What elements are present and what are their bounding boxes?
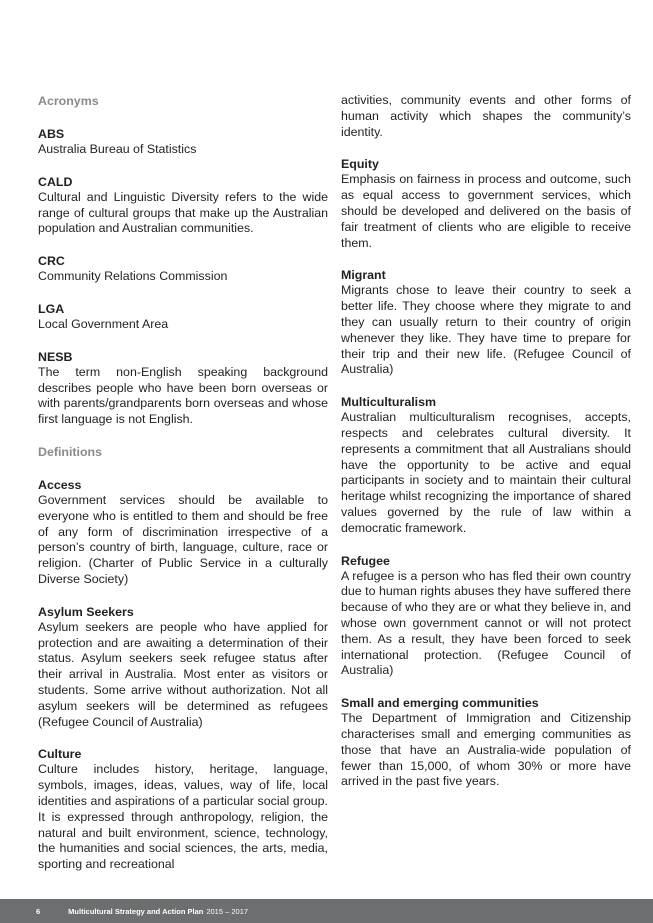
- definition-entry-migrant: [341, 267, 631, 378]
- acronym-entry-lga: [38, 301, 328, 333]
- definition-entry-multiculturalism: [341, 394, 631, 536]
- acronym-desc: The term non-English speaking background describes people who have been born overseas or with parents/grandparents born overseas and whose first language is not English.: [38, 364, 328, 427]
- culture-desc-continued: activities, community events and other forms of human activity which shapes the community’s identity.: [341, 93, 631, 139]
- acronym-entry-cald: [38, 174, 328, 237]
- definition-term: Refugee: [341, 553, 390, 568]
- definition-term: Equity: [341, 157, 379, 172]
- acronym-term: NESB: [38, 349, 73, 364]
- acronym-term: LGA: [38, 301, 65, 316]
- definition-term: Migrant: [341, 268, 386, 283]
- acronym-term: CALD: [38, 174, 73, 189]
- definition-desc: Asylum seekers are people who have applied for protection and are awaiting a determination of their status. Asylum seekers seek refugee status after their arrival in Australia. Most enter as visitors or students. Some arrive without authorization. Not all asylum seekers will be determined as refugees (Refugee Council of Australia): [38, 619, 328, 729]
- definition-entry-access: [38, 477, 328, 588]
- acronym-desc: Cultural and Linguistic Diversity refers to the wide range of cultural groups that make up the Australian population and Australian communities.: [38, 189, 328, 236]
- acronym-term: ABS: [38, 127, 65, 141]
- definition-entry-asylum-seekers: [38, 604, 328, 731]
- definition-entry-culture: [38, 746, 328, 873]
- acronym-desc: Local Government Area: [38, 316, 169, 331]
- footer-years: 2015 – 2017: [206, 906, 249, 916]
- page-footer: [0, 899, 653, 923]
- page-number: 6: [36, 906, 41, 916]
- acronym-entry-nesb: [38, 349, 328, 428]
- acronym-entry-crc: [38, 253, 328, 285]
- definition-desc: Government services should be available to everyone who is entitled to them and should be free of any form of discrimination irrespective of a person’s country of birth, language, culture, race or religion. (Charter of Public Service in a culturally Diverse Society): [38, 492, 328, 586]
- definition-desc: Culture includes history, heritage, language, symbols, images, ideas, values, way of life, local identities and aspirations of a particular social group. It is expressed through anthropology, religion, the natural and built environment, science, technology, the humanities and social sciences, the arts, media, sporting and recreational: [38, 762, 328, 872]
- definition-entry-equity: [341, 156, 631, 251]
- definition-desc: Australian multiculturalism recognises, accepts, respects and celebrates cultural diversity. It represents a commitment that all Australians should have the opportunity to be active and equal participants in society and to maintain their cultural heritage whilst recognizing the importance of shared values governed by the rule of law within a democratic framework.: [341, 410, 631, 535]
- definition-term: Asylum Seekers: [38, 604, 134, 619]
- definition-term: Culture: [38, 747, 82, 762]
- definition-desc: Emphasis on fairness in process and outcome, such as equal access to government services, which should be developed and delivered on the basis of fair treatment of clients who are eligible to receive them.: [341, 172, 631, 250]
- definitions-heading: Definitions: [38, 444, 103, 459]
- acronym-desc: Community Relations Commission: [38, 269, 228, 284]
- definition-desc: Migrants chose to leave their country to seek a better life. They choose where they migrate to and they can usually return to their country of origin whenever they like. They have time to prepare for their trip and their new life. (Refugee Council of Australia): [341, 283, 631, 377]
- definition-desc: The Department of Immigration and Citizenship characterises small and emerging communities as those that have an Australia-wide population of fewer than 15,000, of whom 30% or more have arrived in the past five years.: [341, 711, 631, 789]
- definition-desc: A refugee is a person who has fled their own country due to human rights abuses they have suffered there because of who they are or what they believe in, and whose own government cannot or will not protect them. As a result, they have been forced to seek international protection. (Refugee Council of Australia): [341, 568, 631, 678]
- left-column: [38, 93, 328, 889]
- definition-entry-refugee: [341, 553, 631, 680]
- acronym-desc: Australia Bureau of Statistics: [38, 142, 197, 156]
- acronym-entry-abs: [38, 126, 328, 158]
- right-column: [341, 93, 631, 806]
- definition-term: Access: [38, 477, 82, 492]
- acronyms-heading: Acronyms: [38, 94, 99, 108]
- footer-document-title: Multicultural Strategy and Action Plan: [68, 906, 204, 916]
- definition-entry-small-emerging-communities: [341, 695, 631, 790]
- acronym-term: CRC: [38, 254, 65, 269]
- definition-term: Multiculturalism: [341, 395, 437, 410]
- definition-term: Small and emerging communities: [341, 696, 539, 711]
